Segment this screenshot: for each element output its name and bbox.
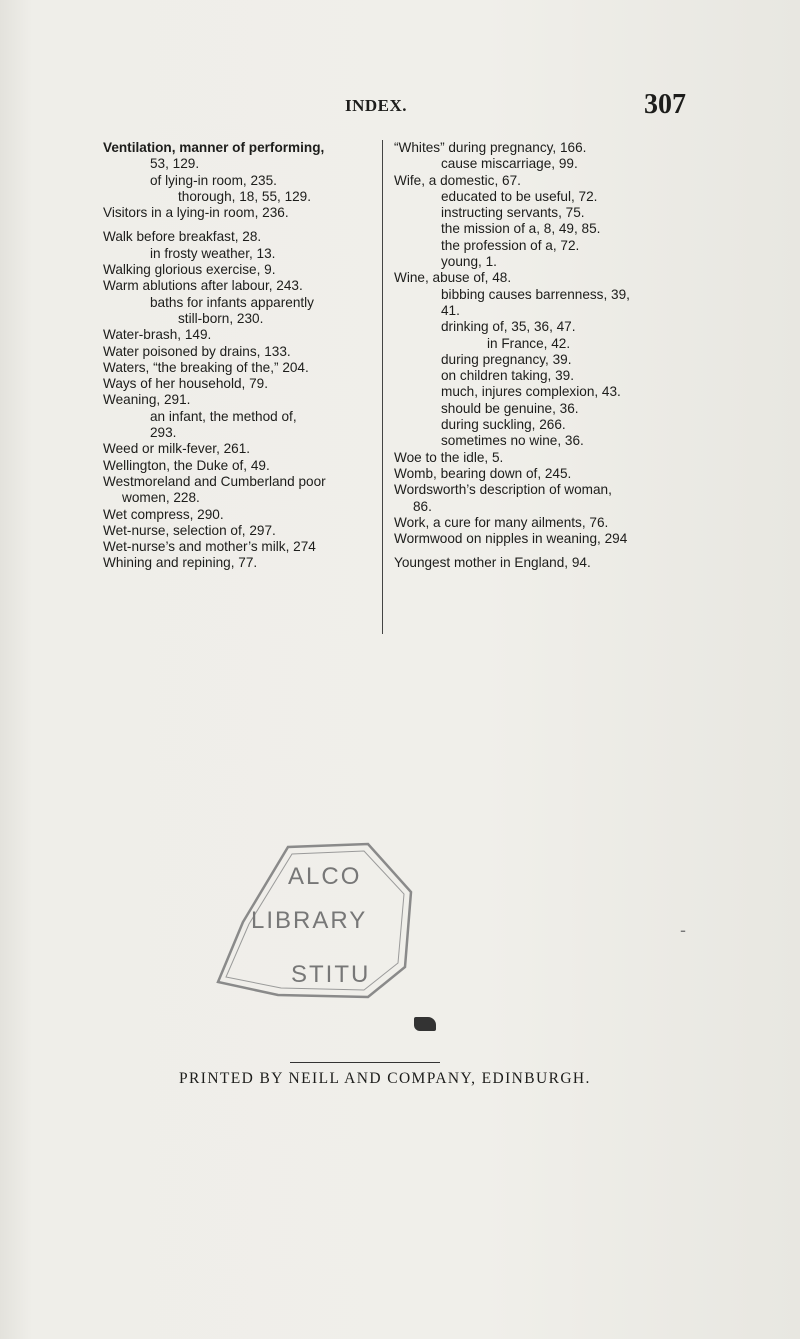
index-column-left: [103, 140, 378, 572]
index-entry: in France, 42.: [487, 335, 571, 351]
index-entry: Wine, abuse of, 48.: [394, 270, 512, 286]
index-entry: Walking glorious exercise, 9.: [103, 262, 276, 278]
index-entry: should be genuine, 36.: [441, 400, 579, 416]
index-entry: much, injures complexion, 43.: [441, 384, 621, 400]
index-entry: during pregnancy, 39.: [441, 351, 572, 367]
index-entry: 41.: [441, 302, 460, 318]
index-entry: an infant, the method of,: [150, 408, 297, 424]
index-entry: Weaning, 291.: [103, 392, 191, 408]
index-entry: Weed or milk-fever, 261.: [103, 441, 251, 457]
index-entry: Waters, “the breaking of the,” 204.: [103, 359, 309, 375]
stamp-top-text: ALCO: [288, 863, 362, 890]
index-entry: Wife, a domestic, 67.: [394, 172, 521, 188]
index-entry: baths for infants apparently: [150, 294, 314, 310]
index-entry: “Whites” during pregnancy, 166.: [394, 140, 587, 155]
index-entry: instructing servants, 75.: [441, 205, 585, 221]
page-number: 307: [644, 89, 686, 120]
index-entry: Wet compress, 290.: [103, 506, 224, 522]
index-entry: Wet-nurse, selection of, 297.: [103, 522, 276, 538]
index-entry: Wormwood on nipples in weaning, 294: [394, 531, 628, 547]
index-entry: of lying-in room, 235.: [150, 172, 277, 188]
index-entry: still-born, 230.: [178, 310, 264, 326]
index-entry: Woe to the idle, 5.: [394, 449, 504, 465]
index-entry: Water poisoned by drains, 133.: [103, 343, 291, 359]
index-entry: on children taking, 39.: [441, 368, 575, 384]
running-header: [0, 89, 800, 122]
stamp-middle-text: LIBRARY: [251, 907, 368, 934]
library-stamp: [193, 832, 433, 1007]
index-entry: Walk before breakfast, 28.: [103, 229, 262, 245]
index-entry: Work, a cure for many ailments, 76.: [394, 514, 609, 530]
library-stamp-icon: [193, 832, 433, 1007]
index-entry: Ways of her household, 79.: [103, 376, 268, 392]
index-entry: in frosty weather, 13.: [150, 245, 276, 261]
index-entry: cause miscarriage, 99.: [441, 156, 578, 172]
ink-smudge: [414, 1017, 436, 1031]
index-entry: 293.: [150, 425, 177, 441]
index-entry: Wordsworth’s description of woman,: [394, 482, 612, 498]
index-entry: Westmoreland and Cumberland poor: [103, 473, 326, 489]
index-entry: Ventilation, manner of performing,: [103, 140, 325, 155]
index-entry: Whining and repining, 77.: [103, 555, 258, 571]
index-column-right: [394, 140, 714, 572]
index-entry: during suckling, 266.: [441, 417, 566, 433]
index-entry: educated to be useful, 72.: [441, 188, 598, 204]
index-entry: 53, 129.: [150, 156, 200, 172]
index-entry: the profession of a, 72.: [441, 237, 580, 253]
index-entry: Youngest mother in England, 94.: [394, 555, 591, 571]
imprint-rule: [290, 1062, 440, 1063]
index-entry: the mission of a, 8, 49, 85.: [441, 221, 601, 237]
header-title: INDEX.: [345, 96, 408, 115]
index-entry: thorough, 18, 55, 129.: [178, 188, 312, 204]
index-entry: bibbing causes barrenness, 39,: [441, 286, 630, 302]
index-entry: Wet-nurse’s and mother’s milk, 274: [103, 539, 316, 555]
stamp-bottom-text: STITU: [291, 961, 371, 988]
index-entry: Womb, bearing down of, 245.: [394, 465, 572, 481]
column-divider: [382, 140, 383, 634]
index-entry: Water-brash, 149.: [103, 327, 212, 343]
index-entry: drinking of, 35, 36, 47.: [441, 319, 576, 335]
index-entry: sometimes no wine, 36.: [441, 433, 584, 449]
index-entry: Wellington, the Duke of, 49.: [103, 457, 270, 473]
index-entry: Warm ablutions after labour, 243.: [103, 278, 303, 294]
index-entry: women, 228.: [122, 490, 200, 506]
index-entry: young, 1.: [441, 254, 497, 270]
printer-imprint: PRINTED BY NEILL AND COMPANY, EDINBURGH.: [179, 1070, 591, 1087]
stray-mark: -: [680, 920, 686, 940]
index-entry: Visitors in a lying-in room, 236.: [103, 205, 289, 221]
index-entry: 86.: [413, 498, 432, 514]
